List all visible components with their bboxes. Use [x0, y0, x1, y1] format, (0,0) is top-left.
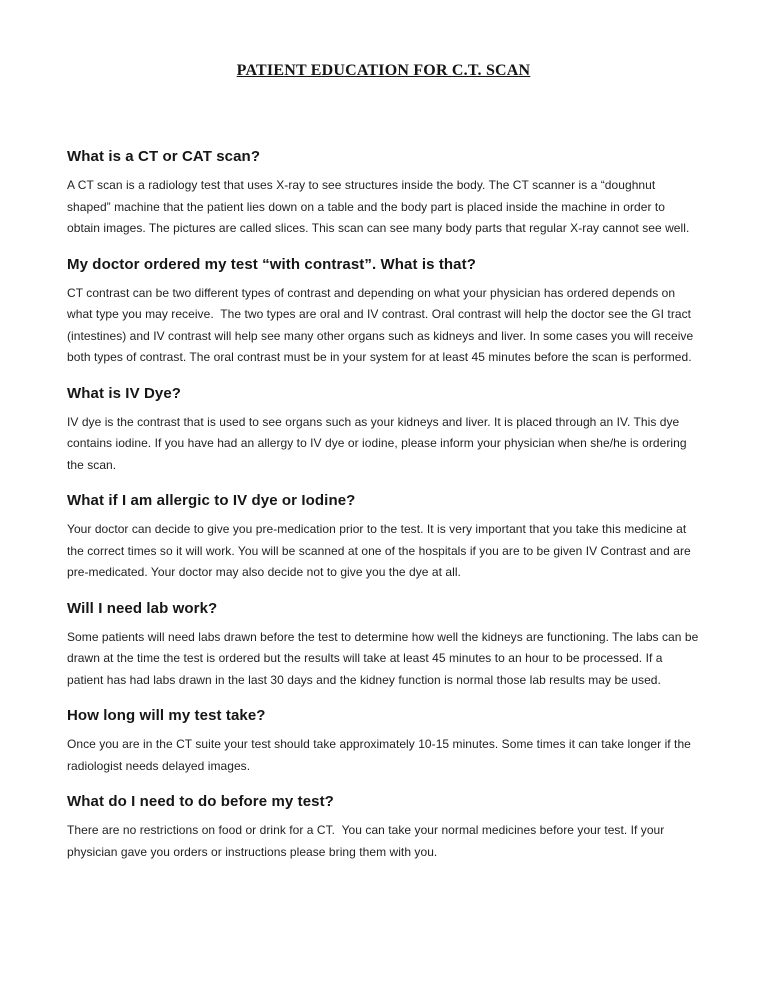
section-heading: What if I am allergic to IV dye or Iodine?	[67, 492, 356, 509]
section-paragraph: IV dye is the contrast that is used to see organs such as your kidneys and liver. It is placed through an IV. This dye contains iodine. If you have had an allergy to IV dye or iodine, please inform your physician when she/he is ordering the scan.	[67, 414, 690, 472]
section-heading: What is a CT or CAT scan?	[67, 148, 261, 165]
document-section	[67, 599, 700, 692]
document-section	[67, 147, 700, 240]
section-paragraph: Your doctor can decide to give you pre-medication prior to the test. It is very important that you take this medicine at the correct times so it will work. You will be scanned at one of the hospitals if you are to be given IV Contrast and are pre-medicated. Your doctor may also decide not to give you the dye at all.	[67, 522, 695, 579]
section-paragraph: Once you are in the CT suite your test should take approximately 10-15 minutes. Some times it can take longer if the radiologist needs delayed images.	[67, 737, 695, 773]
page-title: PATIENT EDUCATION FOR C.T. SCAN	[236, 62, 531, 79]
document-body	[67, 147, 700, 863]
section-paragraph: A CT scan is a radiology test that uses X-ray to see structures inside the body. The CT scanner is a “doughnut shaped” machine that the patient lies down on a table and the body part is placed inside the machine in order to obtain images. The pictures are called slices. This scan can see many body parts that regular X-ray cannot see well.	[67, 178, 690, 235]
section-heading: Will I need lab work?	[67, 599, 218, 617]
document-section	[67, 384, 700, 477]
document-section	[67, 792, 700, 863]
section-paragraph: There are no restrictions on food or drink for a CT. You can take your normal medicines before your test. If your physician gave you orders or instructions please bring them with you.	[67, 823, 668, 859]
section-heading: How long will my test take?	[67, 707, 266, 724]
section-heading: What do I need to do before my test?	[67, 793, 334, 810]
section-heading: What is IV Dye?	[67, 384, 182, 402]
document-section	[67, 491, 700, 584]
document-section	[67, 706, 700, 777]
section-paragraph: CT contrast can be two different types of contrast and depending on what your physician has ordered depends on what type you may receive. The two types are oral and IV contrast. Oral contrast will help the doctor see the GI tract (intestines) and IV contrast will help see many other organs such as kidneys and liver. In some cases you will receive both types of contrast. The oral contrast must be in your system for at least 45 minutes before the scan is performed.	[67, 285, 697, 364]
section-paragraph: Some patients will need labs drawn before the test to determine how well the kidneys are functioning. The labs can be drawn at the time the test is ordered but the results will take at least 45 minutes to an hour to be processed. If a patient has had labs drawn in the last 30 days and the kidney function is normal those lab results may be used.	[67, 629, 702, 687]
section-heading: My doctor ordered my test “with contrast”. What is that?	[67, 255, 476, 273]
document-section	[67, 255, 700, 369]
